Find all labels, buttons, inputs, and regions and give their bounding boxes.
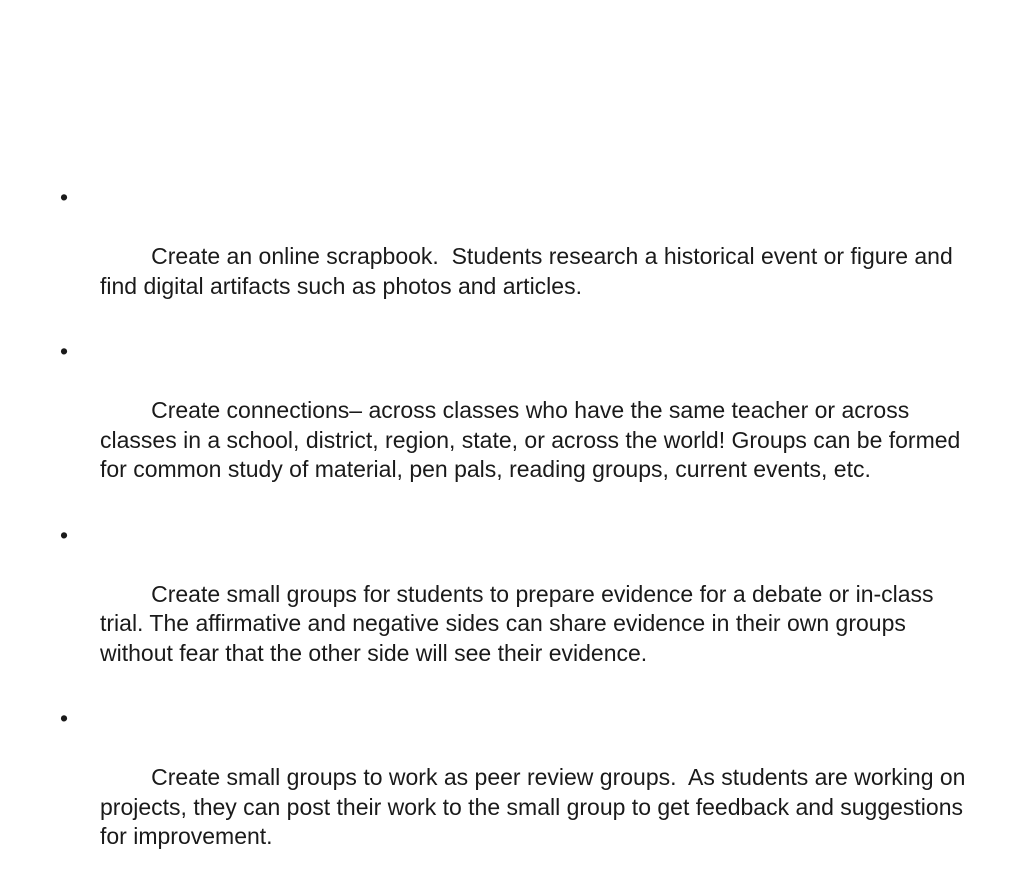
bullet-text: Create small groups to work as peer review groups. As students are working on projects, they can post their work to the small group to get feedback and suggestions for improvement. bbox=[100, 764, 972, 850]
slide-content bbox=[58, 183, 972, 888]
bullet-icon: • bbox=[60, 705, 69, 732]
bullet-text: Create an online scrapbook. Students research a historical event or figure and find digital artifacts such as photos and articles. bbox=[100, 243, 960, 299]
bullet-item-debate-groups bbox=[58, 521, 968, 699]
bullet-text: Create connections– across classes who have the same teacher or across classes in a school, district, region, state, or across the world! Groups can be formed for common study of material, pen pals, reading groups, current events, etc. bbox=[100, 397, 967, 483]
bullet-icon: • bbox=[60, 521, 69, 548]
bullet-icon: • bbox=[60, 184, 69, 210]
bullet-item-scrapbook bbox=[58, 183, 968, 331]
bullet-list bbox=[58, 183, 972, 882]
bullet-item-connections bbox=[58, 337, 968, 515]
bullet-item-peer-review bbox=[58, 704, 972, 882]
bullet-icon: • bbox=[60, 337, 69, 364]
bullet-text: Create small groups for students to prepare evidence for a debate or in-class trial. The affirmative and negative sides can share evidence in their own groups without fear that the other side will see their evidence. bbox=[100, 580, 940, 666]
